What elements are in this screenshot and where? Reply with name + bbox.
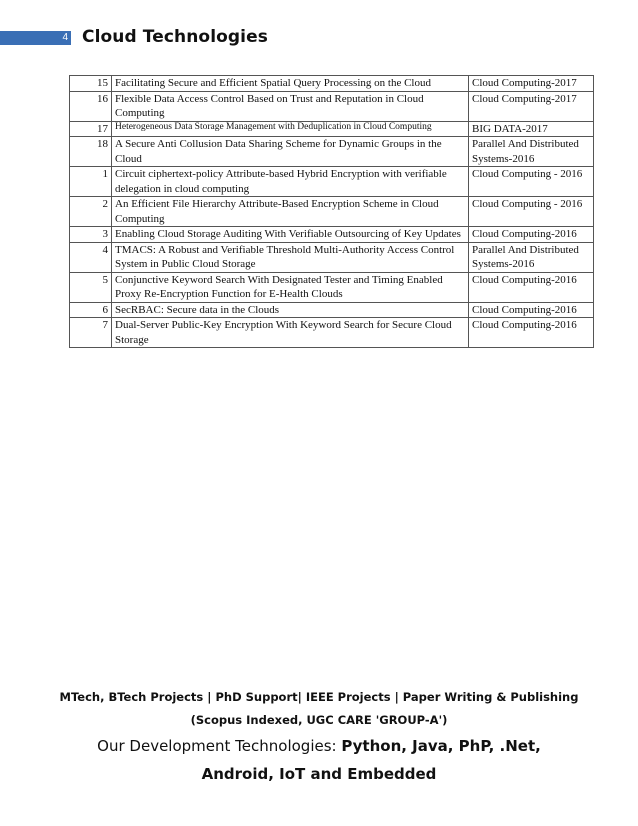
row-number: 7 xyxy=(70,318,112,348)
table-row xyxy=(70,242,594,272)
project-title: TMACS: A Robust and Verifiable Threshold Multi-Authority Access Control System in Public Cloud Storage xyxy=(112,242,469,272)
row-number: 4 xyxy=(70,242,112,272)
table-row xyxy=(70,167,594,197)
project-category: Cloud Computing-2016 xyxy=(469,318,594,348)
project-title: Facilitating Secure and Efficient Spatial Query Processing on the Cloud xyxy=(112,76,469,92)
project-title: Circuit ciphertext-policy Attribute-based Hybrid Encryption with verifiable delegation in cloud computing xyxy=(112,167,469,197)
footer-technologies-continued: Android, IoT and Embedded xyxy=(201,765,437,783)
table-row xyxy=(70,197,594,227)
table-row xyxy=(70,302,594,318)
footer-technologies-label: Our Development Technologies: xyxy=(97,737,342,755)
project-title: Conjunctive Keyword Search With Designated Tester and Timing Enabled Proxy Re-Encryption Function for E-Health Clouds xyxy=(112,272,469,302)
project-category: Cloud Computing-2016 xyxy=(469,302,594,318)
project-category: BIG DATA-2017 xyxy=(469,121,594,137)
table-row xyxy=(70,91,594,121)
project-title: Dual-Server Public-Key Encryption With Keyword Search for Secure Cloud Storage xyxy=(112,318,469,348)
table-row xyxy=(70,318,594,348)
table-row xyxy=(70,76,594,92)
row-number: 15 xyxy=(70,76,112,92)
project-title: A Secure Anti Collusion Data Sharing Scheme for Dynamic Groups in the Cloud xyxy=(112,137,469,167)
projects-table xyxy=(69,75,594,348)
row-number: 1 xyxy=(70,167,112,197)
project-category: Cloud Computing - 2016 xyxy=(469,167,594,197)
row-number: 18 xyxy=(70,137,112,167)
project-category: Parallel And Distributed Systems-2016 xyxy=(469,137,594,167)
footer-technologies-list: Python, Java, PhP, .Net, xyxy=(341,737,541,755)
project-category: Parallel And Distributed Systems-2016 xyxy=(469,242,594,272)
project-title: Flexible Data Access Control Based on Trust and Reputation in Cloud Computing xyxy=(112,91,469,121)
project-title: An Efficient File Hierarchy Attribute-Based Encryption Scheme in Cloud Computing xyxy=(112,197,469,227)
project-category: Cloud Computing-2016 xyxy=(469,272,594,302)
page-header xyxy=(0,28,638,50)
project-category: Cloud Computing-2016 xyxy=(469,227,594,243)
row-number: 2 xyxy=(70,197,112,227)
row-number: 6 xyxy=(70,302,112,318)
project-category: Cloud Computing - 2016 xyxy=(469,197,594,227)
project-title: SecRBAC: Secure data in the Clouds xyxy=(112,302,469,318)
footer-indexing: (Scopus Indexed, UGC CARE 'GROUP-A') xyxy=(190,713,448,727)
row-number: 5 xyxy=(70,272,112,302)
row-number: 16 xyxy=(70,91,112,121)
table-row xyxy=(70,121,594,137)
page-title: Cloud Technologies xyxy=(82,27,268,47)
project-category: Cloud Computing-2017 xyxy=(469,91,594,121)
project-category: Cloud Computing-2017 xyxy=(469,76,594,92)
table-row xyxy=(70,227,594,243)
project-title: Heterogeneous Data Storage Management with Deduplication in Cloud Computing xyxy=(112,121,469,137)
page-number: 4 xyxy=(0,31,71,45)
row-number: 17 xyxy=(70,121,112,137)
project-title: Enabling Cloud Storage Auditing With Verifiable Outsourcing of Key Updates xyxy=(112,227,469,243)
table-row xyxy=(70,272,594,302)
table-row xyxy=(70,137,594,167)
footer-technologies xyxy=(0,737,638,755)
footer-services: MTech, BTech Projects | PhD Support| IEEE Projects | Paper Writing & Publishing xyxy=(59,690,579,704)
row-number: 3 xyxy=(70,227,112,243)
